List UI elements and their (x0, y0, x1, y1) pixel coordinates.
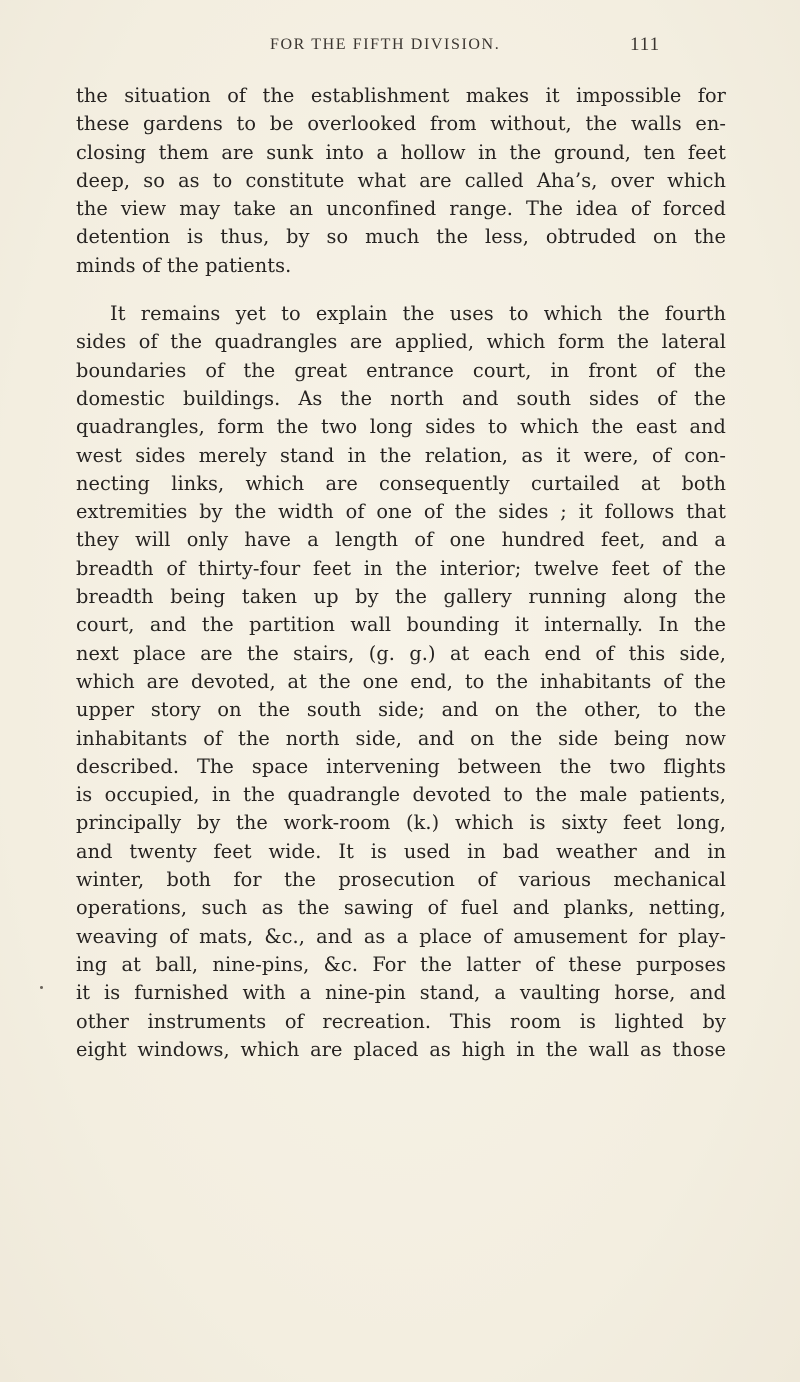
text-line: inhabitants of the north side, and on the side being now (76, 726, 726, 750)
text-line: closing them are sunk into a hollow in the ground, ten feet (76, 140, 726, 164)
text-line: which are devoted, at the one end, to the inhabitants of the (76, 669, 726, 693)
text-line: minds of the patients. (76, 253, 292, 277)
text-line: deep, so as to constitute what are called Aha’s, over which (76, 168, 726, 192)
text-line: is occupied, in the quadrangle devoted to the male patients, (76, 783, 726, 807)
text-line: operations, such as the sawing of fuel and planks, netting, (76, 896, 726, 920)
text-line: quadrangles, form the two long sides to which the east and (76, 415, 726, 439)
text-line: it is furnished with a nine-pin stand, a vaulting horse, and (76, 981, 726, 1005)
text-line: principally by the work-room (k.) which is sixty feet long, (76, 811, 726, 835)
text-line: sides of the quadrangles are applied, which form the lateral (76, 330, 726, 354)
text-line: boundaries of the great entrance court, in front of the (76, 358, 726, 382)
text-line: necting links, which are consequently curtailed at both (76, 471, 726, 495)
page-number: 111 (630, 34, 661, 55)
paragraph-2 (76, 300, 726, 1064)
text-line: upper story on the south side; and on the other, to the (76, 698, 726, 722)
text-line: other instruments of recreation. This room is lighted by (76, 1009, 726, 1033)
running-head (0, 36, 800, 66)
text-line: the view may take an unconfined range. The idea of forced (76, 197, 726, 221)
paragraph-1 (76, 82, 726, 280)
text-line: the situation of the establishment makes it impossible for (76, 84, 726, 107)
running-head-title: FOR THE FIFTH DIVISION. (270, 36, 501, 53)
text-line: ing at ball, nine-pins, &c. For the latter of these purposes (76, 952, 726, 976)
text-line: detention is thus, by so much the less, obtruded on the (76, 225, 726, 249)
text-line: west sides merely stand in the relation, as it were, of con- (76, 443, 726, 467)
text-line: and twenty feet wide. It is used in bad weather and in (76, 839, 726, 863)
text-line: next place are the stairs, (g. g.) at each end of this side, (76, 641, 726, 665)
text-line: breadth being taken up by the gallery running along the (76, 585, 726, 609)
text-line: weaving of mats, &c., and as a place of amusement for play- (76, 924, 726, 948)
text-line: breadth of thirty-four feet in the interior; twelve feet of the (76, 556, 726, 580)
text-line: described. The space intervening between the two flights (76, 754, 726, 778)
text-line: they will only have a length of one hundred feet, and a (76, 528, 726, 552)
text-line: It remains yet to explain the uses to which the fourth (110, 302, 726, 326)
text-line: court, and the partition wall bounding it internally. In the (76, 613, 726, 637)
text-line: extremities by the width of one of the sides ; it follows that (76, 500, 726, 524)
body-text (76, 82, 726, 1064)
text-line: winter, both for the prosecution of various mechanical (76, 868, 726, 892)
paragraph-spacer (76, 280, 726, 300)
text-line: domestic buildings. As the north and south sides of the (76, 386, 726, 410)
margin-speck (40, 986, 43, 989)
text-line: eight windows, which are placed as high in the wall as those (76, 1037, 726, 1061)
text-line: these gardens to be overlooked from without, the walls en- (76, 112, 726, 136)
